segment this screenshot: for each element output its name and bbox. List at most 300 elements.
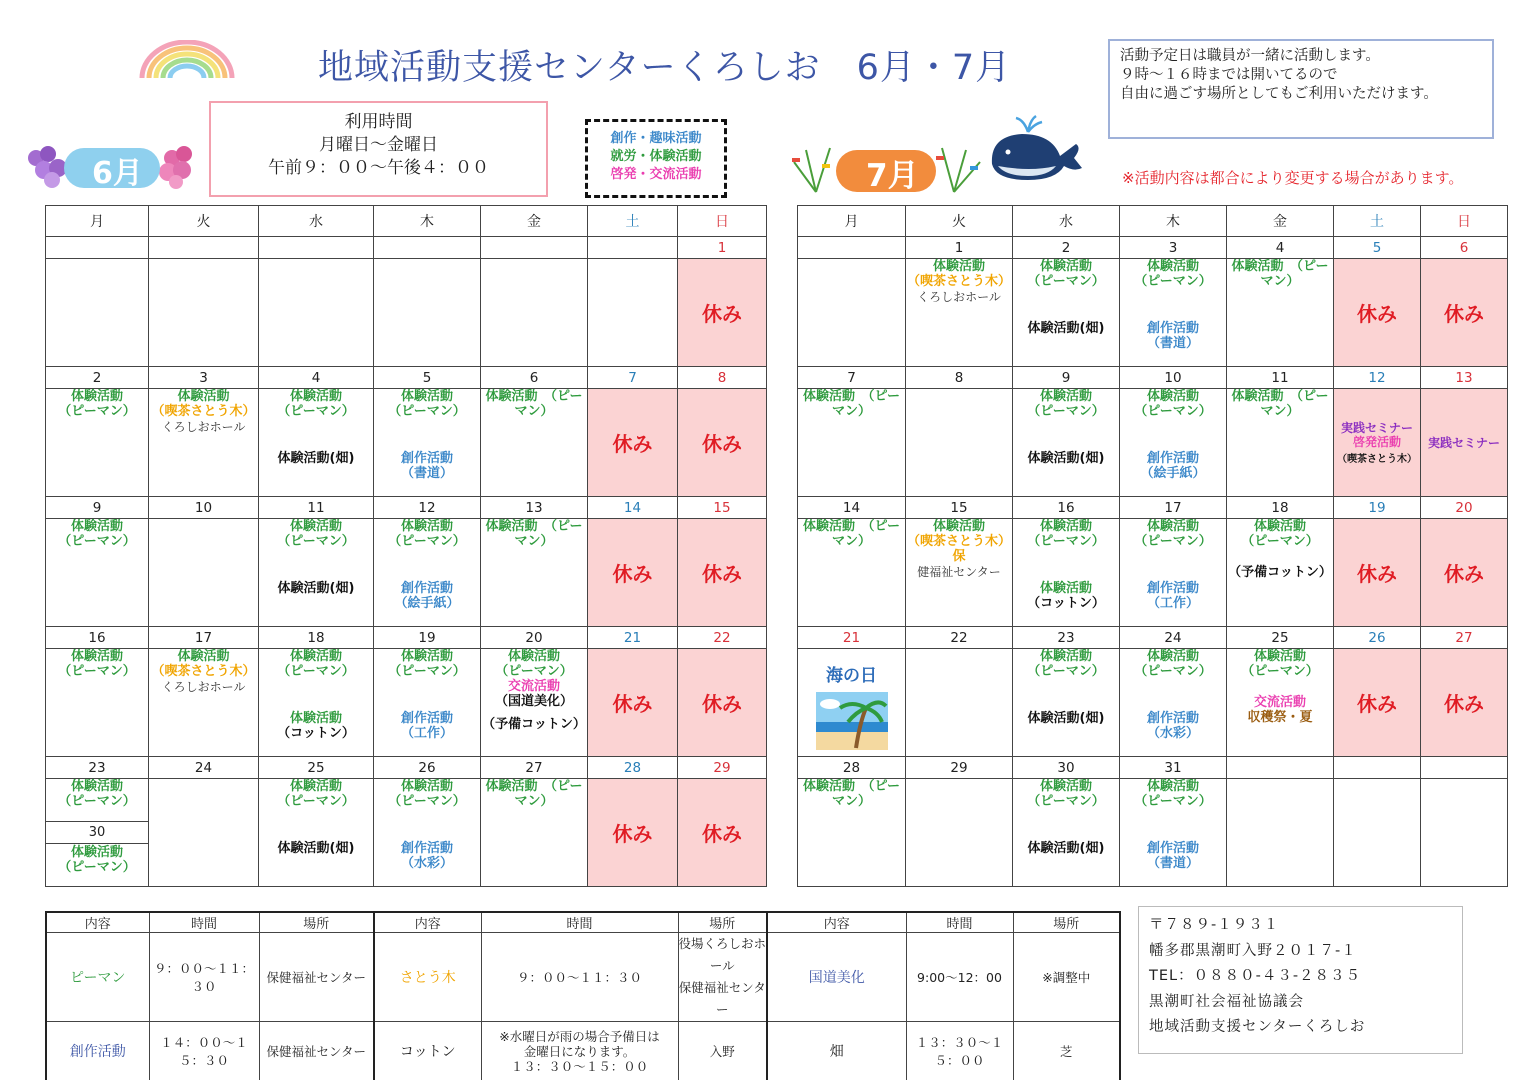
day-number — [588, 237, 678, 259]
info-place: 保健福祉センター — [259, 933, 374, 1022]
activity-label: 体験活動 — [70, 845, 123, 860]
place-label: くろしおホール — [161, 680, 246, 694]
closed-label: 休み — [1444, 302, 1484, 326]
day-number: 6 — [481, 367, 588, 389]
activity-label: （ピーマン） — [495, 664, 573, 679]
legend-work: 就労・体験活動 — [610, 149, 702, 164]
activity-label: 体験活動 （ピーマン） — [485, 519, 583, 549]
day-cell-closed — [678, 649, 767, 757]
activity-label: 体験活動 — [932, 259, 985, 274]
weekday-sat: 土 — [1334, 206, 1421, 237]
hours-heading: 利用時間 — [344, 112, 413, 132]
day-cell — [481, 649, 588, 757]
activity-label: 体験活動 — [1146, 259, 1199, 274]
day-cell-closed — [678, 259, 767, 367]
weekday-wed: 水 — [259, 206, 374, 237]
day-number: 9 — [46, 497, 149, 519]
activity-label: 体験活動 — [289, 779, 342, 794]
day-cell-closed — [678, 519, 767, 627]
day-cell — [374, 519, 481, 627]
day-cell-closed — [1334, 259, 1421, 367]
activity-label: 実践セミナー — [1340, 420, 1413, 435]
activity-label: （ピーマン） — [1134, 794, 1212, 809]
day-cell — [906, 649, 1013, 757]
activity-label: （ピーマン） — [1241, 664, 1319, 679]
day-number: 16 — [46, 627, 149, 649]
activity-label: 体験活動 — [1146, 649, 1199, 664]
day-cell — [1227, 389, 1334, 497]
weekday-sat: 土 — [588, 206, 678, 237]
info-time-note: １３：３０～１５：００ — [510, 1058, 649, 1074]
activity-label: 体験活動(畑) — [277, 451, 355, 466]
day-cell — [906, 519, 1013, 627]
activity-label: 体験活動 — [1039, 259, 1092, 274]
day-number — [1334, 757, 1421, 779]
day-number: 20 — [481, 627, 588, 649]
info-activity: 創作活動 — [46, 1022, 149, 1080]
activity-label: （水彩） — [1146, 726, 1199, 741]
day-cell — [798, 519, 906, 627]
activity-label: （ピーマン） — [1134, 404, 1212, 419]
day-number: 21 — [798, 627, 906, 649]
info-place — [678, 933, 767, 1022]
closed-label: 休み — [1444, 562, 1484, 586]
day-cell — [588, 259, 678, 367]
day-cell — [149, 779, 259, 887]
day-cell-closed — [588, 519, 678, 627]
day-cell-closed — [1421, 519, 1508, 627]
day-number: 23 — [1013, 627, 1120, 649]
closed-label: 休み — [702, 562, 742, 586]
day-number: 5 — [374, 367, 481, 389]
weekday-mon: 月 — [798, 206, 906, 237]
info-header: 時間 — [149, 912, 259, 933]
day-number — [46, 237, 149, 259]
activity-label: （絵手紙） — [394, 596, 460, 611]
july-calendar — [797, 205, 1508, 887]
activity-label: （ピーマン） — [1134, 534, 1212, 549]
day-number: 26 — [374, 757, 481, 779]
july-badge-text: 7月 — [866, 158, 919, 194]
rainbow-icon — [138, 40, 236, 80]
day-cell — [481, 389, 588, 497]
day-cell-split — [46, 779, 149, 887]
activity-label: （喫茶さとう木）保 — [906, 534, 1011, 564]
day-number: 4 — [259, 367, 374, 389]
day-cell-seminar — [1334, 389, 1421, 497]
change-warning: ※活動内容は都合により変更する場合があります。 — [1122, 169, 1464, 187]
activity-label: 体験活動 （ピーマン） — [485, 779, 583, 809]
day-cell — [1227, 259, 1334, 367]
activity-label: 体験活動(畑) — [1027, 841, 1105, 856]
day-cell-seminar — [1421, 389, 1508, 497]
weekday-tue: 火 — [149, 206, 259, 237]
day-cell — [149, 259, 259, 367]
activity-label: （ピーマン） — [388, 534, 466, 549]
activity-label: 体験活動 — [177, 649, 230, 664]
july-badge — [786, 144, 986, 196]
activity-label: 体験活動 — [400, 389, 453, 404]
activity-label: 体験活動 — [1146, 519, 1199, 534]
day-cell — [906, 779, 1013, 887]
day-cell — [149, 389, 259, 497]
activity-label: 体験活動 — [1146, 779, 1199, 794]
day-cell — [798, 779, 906, 887]
info-time-note: ※水曜日が雨の場合予備日は — [499, 1028, 660, 1044]
day-number: 3 — [1120, 237, 1227, 259]
day-cell-holiday — [798, 649, 906, 757]
address-zip: 〒７８９-１９３１ — [1149, 917, 1280, 933]
activity-label: 体験活動 — [177, 389, 230, 404]
activity-label: 体験活動 — [70, 389, 123, 404]
day-cell-closed — [1421, 649, 1508, 757]
day-number: 12 — [374, 497, 481, 519]
legend-creative: 創作・趣味活動 — [610, 131, 702, 146]
info-place: ※調整中 — [1013, 933, 1120, 1022]
weekday-thu: 木 — [1120, 206, 1227, 237]
activity-label: 体験活動 （ピーマン） — [485, 389, 583, 419]
day-number: 25 — [1227, 627, 1334, 649]
activity-label: （予備コットン） — [482, 717, 586, 732]
day-number: 18 — [259, 627, 374, 649]
address-line: 幡多郡黒潮町入野２０１７-１ — [1149, 942, 1357, 959]
notice-box — [1108, 39, 1494, 139]
day-number: 16 — [1013, 497, 1120, 519]
day-cell — [1421, 779, 1508, 887]
activity-label: 創作活動 — [1146, 321, 1199, 336]
day-number: 2 — [46, 367, 149, 389]
weekday-tue: 火 — [906, 206, 1013, 237]
activity-label: （ピーマン） — [388, 794, 466, 809]
day-number: 10 — [149, 497, 259, 519]
weekday-fri: 金 — [481, 206, 588, 237]
day-number: 27 — [481, 757, 588, 779]
beach-icon — [816, 692, 888, 750]
day-cell — [1227, 649, 1334, 757]
activity-label: （ピーマン） — [1027, 274, 1105, 289]
legend-exchange: 啓発・交流活動 — [610, 167, 702, 182]
activity-label: 体験活動(畑) — [1027, 321, 1105, 336]
activity-label: 体験活動 — [400, 519, 453, 534]
day-cell-closed — [588, 779, 678, 887]
day-number: 11 — [259, 497, 374, 519]
activity-label: 体験活動 （ピーマン） — [1231, 389, 1329, 419]
day-cell — [1013, 519, 1120, 627]
day-cell — [798, 259, 906, 367]
day-cell — [259, 519, 374, 627]
activity-label: 創作活動 — [400, 711, 453, 726]
closed-label: 休み — [702, 302, 742, 326]
day-cell-closed — [1421, 259, 1508, 367]
day-number: 7 — [588, 367, 678, 389]
activity-label: 体験活動(畑) — [277, 581, 355, 596]
notice-line: ９時～１６時までは開いてるので — [1120, 67, 1338, 83]
activity-label: （ピーマン） — [1134, 664, 1212, 679]
activity-label: （水彩） — [400, 856, 453, 871]
activity-label: （ピーマン） — [58, 794, 136, 809]
closed-label: 休み — [612, 432, 653, 456]
day-number: 21 — [588, 627, 678, 649]
weekday-wed: 水 — [1013, 206, 1120, 237]
activity-label: （ピーマン） — [388, 404, 466, 419]
info-activity: ピーマン — [46, 933, 149, 1022]
activity-label: （予備コットン） — [1228, 565, 1332, 580]
activity-label: 体験活動 — [1253, 519, 1306, 534]
activity-label: （ピーマン） — [277, 794, 355, 809]
day-number: 28 — [798, 757, 906, 779]
day-cell — [1120, 519, 1227, 627]
activity-label: 創作活動 — [400, 841, 453, 856]
info-time: １３：３０～１５：００ — [906, 1022, 1013, 1080]
info-time: ９：００～１１：３０ — [149, 933, 259, 1022]
activity-label: 交流活動 — [1253, 695, 1306, 710]
info-activity: さとう木 — [374, 933, 481, 1022]
activity-label: 体験活動 — [70, 519, 123, 534]
activity-label: （工作） — [400, 726, 453, 741]
activity-label: （ピーマン） — [1134, 274, 1212, 289]
weekday-thu: 木 — [374, 206, 481, 237]
info-header: 内容 — [767, 912, 906, 933]
activity-label: （ピーマン） — [1027, 534, 1105, 549]
day-number: 30 — [46, 821, 148, 843]
activity-label: （書道） — [1146, 336, 1199, 351]
activity-label: 体験活動 （ピーマン） — [803, 389, 900, 419]
day-cell-closed — [588, 649, 678, 757]
day-number: 24 — [1120, 627, 1227, 649]
holiday-label: 海の日 — [826, 666, 877, 686]
activity-label: 体験活動 — [289, 519, 342, 534]
day-cell — [374, 259, 481, 367]
activity-label: （絵手紙） — [1140, 466, 1206, 481]
info-header: 時間 — [481, 912, 678, 933]
day-cell — [46, 519, 149, 627]
day-number: 31 — [1120, 757, 1227, 779]
info-header: 内容 — [374, 912, 481, 933]
activity-label: （喫茶さとう木） — [151, 664, 256, 679]
day-number: 19 — [374, 627, 481, 649]
day-number: 26 — [1334, 627, 1421, 649]
day-cell — [259, 779, 374, 887]
day-cell — [259, 649, 374, 757]
day-number: 19 — [1334, 497, 1421, 519]
day-number: 1 — [906, 237, 1013, 259]
activity-label: 創作活動 — [400, 451, 453, 466]
info-header: 場所 — [678, 912, 767, 933]
day-cell — [906, 259, 1013, 367]
day-cell — [1120, 779, 1227, 887]
closed-label: 休み — [1444, 692, 1484, 716]
activity-label: 体験活動 — [289, 389, 342, 404]
day-cell-closed — [678, 779, 767, 887]
day-number: 7 — [798, 367, 906, 389]
day-number: 2 — [1013, 237, 1120, 259]
activity-label: 体験活動(畑) — [1027, 711, 1105, 726]
hours-box — [209, 101, 548, 197]
closed-label: 休み — [702, 692, 742, 716]
activity-label: 創作活動 — [400, 581, 453, 596]
day-number: 6 — [1421, 237, 1508, 259]
day-number: 15 — [906, 497, 1013, 519]
weekday-sun: 日 — [1421, 206, 1508, 237]
day-cell — [1227, 779, 1334, 887]
activity-label: （ピーマン） — [1027, 794, 1105, 809]
info-place: 入野 — [678, 1022, 767, 1080]
closed-label: 休み — [612, 822, 653, 846]
day-number — [149, 237, 259, 259]
day-number: 23 — [46, 757, 149, 779]
day-number — [798, 237, 906, 259]
day-cell — [1120, 259, 1227, 367]
activity-label: （国道美化） — [494, 694, 573, 709]
activity-label: （コットン） — [1027, 596, 1105, 611]
closed-label: 休み — [612, 562, 653, 586]
activity-label: 交流活動 — [507, 679, 560, 694]
info-time-note: 金曜日になります。 — [523, 1043, 636, 1059]
info-header: 内容 — [46, 912, 149, 933]
notice-line: 自由に過ごす場所としてもご利用いただけます。 — [1120, 86, 1438, 102]
whale-icon — [986, 114, 1086, 188]
day-number: 17 — [149, 627, 259, 649]
day-number: 13 — [481, 497, 588, 519]
activity-label: 体験活動 — [1253, 649, 1306, 664]
info-activity: 畑 — [767, 1022, 906, 1080]
info-place: 芝 — [1013, 1022, 1120, 1080]
day-number: 10 — [1120, 367, 1227, 389]
info-time: ９：００～１１：３０ — [481, 933, 678, 1022]
day-cell — [481, 259, 588, 367]
june-badge — [22, 144, 198, 190]
place-label: くろしおホール — [917, 290, 1001, 304]
day-number: 4 — [1227, 237, 1334, 259]
day-cell — [46, 259, 149, 367]
page-title: 地域活動支援センターくろしお 6月・7月 — [318, 48, 1012, 88]
day-number: 22 — [678, 627, 767, 649]
day-number — [374, 237, 481, 259]
activity-label: （ピーマン） — [58, 534, 136, 549]
day-number: 27 — [1421, 627, 1508, 649]
day-number: 13 — [1421, 367, 1508, 389]
day-cell — [1120, 389, 1227, 497]
info-place: 保健福祉センター — [259, 1022, 374, 1080]
activity-label: 創作活動 — [1146, 581, 1199, 596]
address-org: 黒潮町社会福祉協議会 — [1149, 993, 1304, 1010]
activity-label: 体験活動 — [507, 649, 560, 664]
activity-label: （ピーマン） — [1027, 404, 1105, 419]
day-number: 12 — [1334, 367, 1421, 389]
activity-label: 体験活動 — [400, 779, 453, 794]
day-number: 14 — [798, 497, 906, 519]
activity-label: （ピーマン） — [58, 404, 136, 419]
activity-label: （ピーマン） — [277, 404, 355, 419]
activity-info-table — [45, 911, 1121, 1080]
activity-label: 収穫祭・夏 — [1247, 710, 1313, 725]
activity-label: 体験活動 （ピーマン） — [803, 779, 900, 809]
day-number: 20 — [1421, 497, 1508, 519]
day-number: 3 — [149, 367, 259, 389]
day-number: 11 — [1227, 367, 1334, 389]
notice-line: 活動予定日は職員が一緒に活動します。 — [1120, 48, 1380, 64]
activity-label: 体験活動 — [1039, 389, 1092, 404]
day-number: 9 — [1013, 367, 1120, 389]
day-cell — [1227, 519, 1334, 627]
day-number: 29 — [906, 757, 1013, 779]
day-cell-closed — [1334, 519, 1421, 627]
info-header: 時間 — [906, 912, 1013, 933]
june-badge-text: 6月 — [92, 156, 143, 191]
activity-legend — [585, 119, 727, 198]
activity-label: 体験活動 — [400, 649, 453, 664]
closed-label: 休み — [1357, 562, 1397, 586]
activity-label: （工作） — [1146, 596, 1199, 611]
activity-label: 体験活動 — [289, 649, 342, 664]
activity-label: 体験活動(畑) — [277, 841, 355, 856]
activity-label: （喫茶さとう木） — [151, 404, 256, 419]
closed-label: 休み — [1357, 692, 1397, 716]
day-number — [1421, 757, 1508, 779]
day-number — [1227, 757, 1334, 779]
hours-time: 午前９：００～午後４：００ — [268, 158, 489, 178]
activity-label: 体験活動 — [70, 779, 123, 794]
weekday-mon: 月 — [46, 206, 149, 237]
activity-label: 体験活動 （ピーマン） — [803, 519, 900, 549]
day-number: 29 — [678, 757, 767, 779]
day-cell — [1013, 649, 1120, 757]
info-activity: 国道美化 — [767, 933, 906, 1022]
day-number: 14 — [588, 497, 678, 519]
closed-label: 休み — [612, 692, 653, 716]
address-tel: TEL：０８８０-４３-２８３５ — [1149, 968, 1362, 984]
activity-label: 体験活動 — [1039, 519, 1092, 534]
activity-label: 体験活動 — [1146, 389, 1199, 404]
day-cell-closed — [588, 389, 678, 497]
address-center: 地域活動支援センターくろしお — [1149, 1019, 1366, 1035]
activity-label: 体験活動 — [1039, 649, 1092, 664]
activity-label: 体験活動 — [1039, 581, 1092, 596]
day-number: 1 — [678, 237, 767, 259]
day-cell — [46, 649, 149, 757]
activity-label: 創作活動 — [1146, 711, 1199, 726]
day-number: 5 — [1334, 237, 1421, 259]
place-label: くろしおホール — [161, 420, 246, 434]
place-label: 健福祉センター — [917, 565, 1001, 579]
day-number: 8 — [906, 367, 1013, 389]
hours-days: 月曜日～金曜日 — [319, 135, 438, 155]
day-number: 17 — [1120, 497, 1227, 519]
day-number: 25 — [259, 757, 374, 779]
day-cell — [798, 389, 906, 497]
activity-label: （喫茶さとう木） — [1337, 453, 1417, 465]
activity-label: （ピーマン） — [277, 664, 355, 679]
info-activity: コットン — [374, 1022, 481, 1080]
activity-label: （書道） — [1146, 856, 1199, 871]
activity-label: （ピーマン） — [277, 534, 355, 549]
address-box — [1138, 906, 1463, 1054]
day-cell — [374, 779, 481, 887]
activity-label: （ピーマン） — [1027, 664, 1105, 679]
june-calendar — [45, 205, 767, 887]
day-cell — [1334, 779, 1421, 887]
activity-label: （ピーマン） — [58, 664, 136, 679]
activity-label: （喫茶さとう木） — [906, 274, 1011, 289]
day-cell-closed — [678, 389, 767, 497]
activity-label: （ピーマン） — [388, 664, 466, 679]
day-number: 8 — [678, 367, 767, 389]
info-time: 9:00～12：00 — [906, 933, 1013, 1022]
day-number: 22 — [906, 627, 1013, 649]
activity-label: （書道） — [400, 466, 453, 481]
info-time: １４：００～１５：３０ — [149, 1022, 259, 1080]
activity-label: 実践セミナー — [1427, 435, 1500, 450]
